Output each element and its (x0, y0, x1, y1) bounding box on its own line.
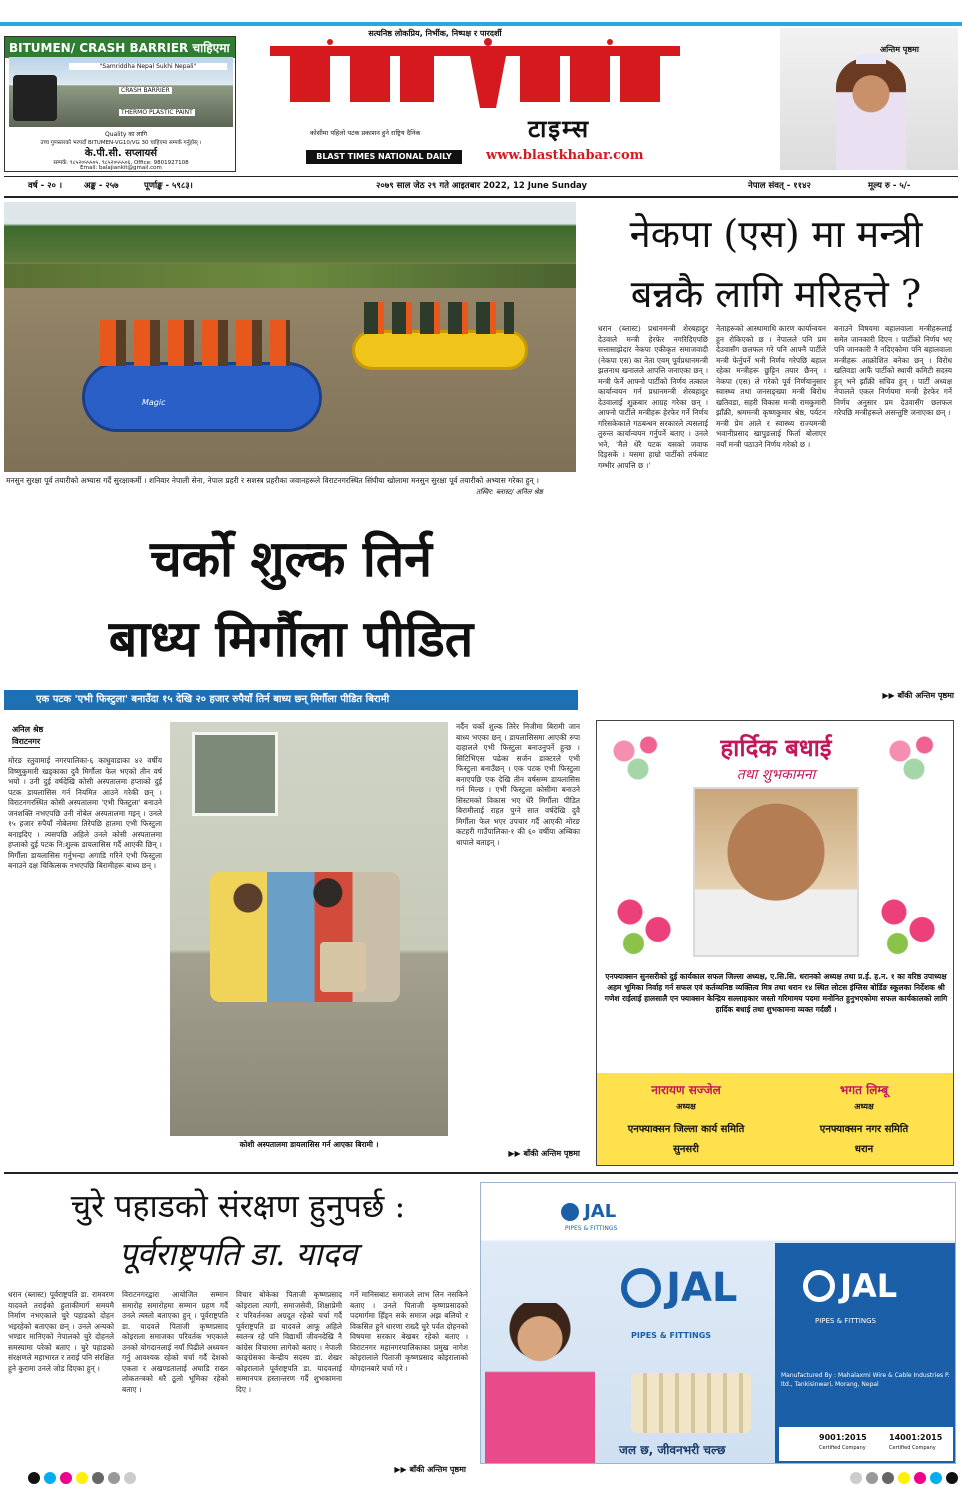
jal-blue-panel (775, 1243, 956, 1464)
bitumen-barrels (13, 75, 57, 121)
jal-logo-middle-text: JAL (666, 1265, 738, 1311)
jal-cert-box (779, 1427, 953, 1461)
jal-logo-icon (561, 1203, 579, 1221)
greeting-sign1-org1: एनफ्याक्सन जिल्ला कार्य समिति (627, 1124, 745, 1135)
nekapa-headline-1: नेकपा (एस) मा मन्त्री (629, 212, 923, 256)
bitumen-company: के.पी.सी. सप्लायर्स (84, 148, 158, 159)
chure-col1: धरान (ब्लास्ट) पूर्वराष्ट्रपति डा. रामवरण यादवले तराईको हुलाकीमार्ग समयमै निर्माण नभएकाले चुरे पहाडको दोहन भइरहेको बताएका छन् । उनले अन्यको भण्डार मानिएको नेपालको चुरे दोहनले समस्यामा परेको बताए । चुरे पहाडको संरक्षणले महाभारत र तराई पनि संरक्षित हुने कुरामा उनले जोड दिएका हुन् । (8, 1290, 114, 1373)
charko-headline-1: चर्को शुल्क तिर्न (149, 529, 433, 588)
jal-pipes (631, 1373, 751, 1433)
registration-marks-right (850, 1472, 958, 1484)
chure-col4: गर्ने मानिसबाट समाजले लाभ लिन नसकिने बताए । उनले पिताजी कृष्णप्रसादको पदमार्गमा हिँड्न सके समाज अझ बलियो र विकसित हुने धारणा राख्दै चुरे पर्वत दोहनको विषयमा सरकार बेखबर रहेको बताए । विराटनगर महानगरपालिकाका प्रमुख नागेश कोइरालाले पिताजी कृष्णप्रसाद कोइरालाको योगदानबारे चर्चा गरे । (350, 1290, 468, 1373)
jal-panel-logo-sub: PIPES & FITTINGS (815, 1317, 876, 1325)
hospital-window (192, 732, 278, 816)
rafting-photo (4, 202, 576, 472)
photo1-caption: मनसुन सुरक्षा पूर्व तयारीको अभ्यास गर्दै सुरक्षाकर्मी । शनिवार नेपाली सेना, नेपाल प्रहरी र सशस्त्र प्रहरीका जवानहरूले विराटनगरस्थित सिंघीया खोलामा मनसुन सुरक्षा पूर्व तयारीको अभ्यास गरेका हुन् । (6, 476, 539, 485)
jal-model (485, 1303, 595, 1464)
dateline (4, 178, 958, 194)
greeting-sign1-org2: सुनसरी (673, 1144, 699, 1155)
bitumen-note: उच्च गुणस्तरको भरपर्दो BITUMEN-VG10/VG 30 चाहिएमा सम्पर्क गर्नुहोस् । (40, 140, 202, 146)
photo1-credit: तस्विर: ब्लास्ट/ अनिल श्रेष्ठ (476, 488, 543, 496)
rafters-yellow (364, 302, 514, 334)
chure-headline-1: चुरे पहाडको संरक्षण हुनुपर्छ : (70, 1187, 406, 1225)
nekapa-col1: धरान (ब्लास्ट) प्रधानमन्त्री शेरबहादुर देउवाले मन्त्री हेरफेर नगरिदिएपछि सत्तासाझेदार नेकपा एकीकृत समाजवादी (नेकपा एस) का नेता एवम् पूर्वप्रधानमन्त्री झलनाथ खनालले आपत्ति जनाएका छन् । मन्त्री फेर्ने आफ्नो पार्टीको निर्णय तत्काल कार्यान्वयन गर्न प्रधानमन्त्री शेरबहादुर देउवालाई शुक्रबार आग्रह गरेका छन् । आफ्नो पार्टीले मन्त्रीहरू हेरफेर गर्ने निर्णय गरिसकेकाले गठबन्धन सरकारले त्यसलाई तुरुन्त कार्यान्वयन गर्नुपर्ने बताए । उनले भने, 'मैले धेरै पटक यसको जवाफ दिइसकें । यसमा हाम्रो पार्टीको तर्फबाट गम्भीर आपत्ति छ ।' (598, 324, 708, 470)
masthead-english-name: BLAST TIMES NATIONAL DAILY (306, 150, 462, 164)
hospital-photo-caption: कोशी अस्पतालमा डायलासिस गर्न आएका बिरामी । (239, 1140, 379, 1149)
hospital-bench-people (210, 872, 400, 1002)
greeting-portrait (693, 787, 859, 957)
section-divider (4, 1172, 958, 1174)
dateline-nepal-sambat: नेपाल संवत् - ११४२ (748, 181, 811, 191)
jal-cert1: 9001:2015 (819, 1433, 867, 1442)
jal-panel-logo-text: JAL (840, 1267, 898, 1305)
charko-subhead: एक पटक 'एभी फिस्टुला' बनाउँदा १५ देखि २० हजार रुपैयाँ तिर्न बाध्य छन् मिर्गौला पीडित बिरामी (4, 690, 578, 710)
hospital-bag (320, 942, 366, 992)
jal-logo-middle-icon (621, 1268, 661, 1308)
crown-icon (856, 54, 886, 64)
bitumen-ad-banner: "Samriddha Nepal Sukhi Nepali" (69, 63, 227, 70)
hospital-photo (170, 722, 448, 1136)
registration-marks-left (28, 1472, 136, 1484)
charko-more[interactable]: ▶▶ बाँकी अन्तिम पृष्ठमा (508, 1149, 580, 1158)
thermo-label: THERMO PLASTIC PAINT (121, 109, 193, 116)
rafters-blue (100, 320, 290, 366)
greeting-bouquet-right (873, 891, 943, 961)
logo-art (270, 38, 680, 118)
bitumen-quality: Quality का लागि (105, 131, 147, 138)
dateline-total: पूर्णाङ्क - ५९८३। (144, 181, 193, 191)
masthead-website[interactable]: www.blastkhabar.com (486, 148, 644, 163)
chure-col3: विचार बोकेका पिताजी कृष्णप्रसाद कोइराला त्यागी, समाजसेवी, शिक्षाप्रेमी र परिवर्तनका अग्रदूत रहेको चर्चा गर्दै पूर्वराष्ट्रपति डा यादवले आफू अहिले स्वतन्त्र रहे पनि विद्यार्थी जीवनदेखि नै कांग्रेस विचारमा लागेको बताए । नेपाली काङ्ग्रेसका केन्द्रीय सदस्य डा. शेखर कोइरालाले पूर्वराष्ट्रपति डा. यादवलाई सम्मानपत्र हस्तान्तरण गर्दै शुभकामना दिए । (236, 1290, 342, 1394)
nekapa-more[interactable]: ▶▶ बाँकी अन्तिम पृष्ठमा (882, 691, 954, 700)
charko-col2: नर्दैन चर्को शुल्क तिरेर निजीमा बिरामी जान बाध्य भएका छन् । डायलासिसमा आएकी रुपा दाहालले एभी फिस्टुला बनाउनुपर्ने हुन्छ । सिटिभिएस पढेका सर्जन डाक्टरले एभी फिस्टुला बनाउँछन् । एक पटक एभी फिस्टुला बनाएपछि एक देखि तीन वर्षसम्म डायलासिस गर्न मिल्छ । एभी फिस्टुला कोसीमा बनाउने सिस्टमको विकास भए धेरै मिर्गौला पीडित बिरामीलाई राहत पुग्ने सात वर्षदेखि दुवै मिर्गौला फेल भएर उपचार गर्दै आएकी मोरङ कटहरी गाउँपालिका-१ की ६० वर्षीया अम्बिका थापाले बताइन् । (456, 722, 580, 847)
crash-barrier-label: CRASH BARRIER (121, 87, 170, 94)
bitumen-ad-photo (9, 57, 233, 127)
dateline-year: वर्ष - २० । (28, 181, 63, 191)
charko-headline-2: बाध्य मिर्गौला पीडित (108, 609, 474, 668)
greeting-title: हार्दिक बधाई (720, 734, 832, 762)
greeting-sign2-org1: एनफ्याक्सन नगर समिति (819, 1124, 909, 1135)
cyan-top-bar (0, 22, 962, 26)
greeting-body: एनफ्याक्सन सुनसरीको दुई कार्यकाल सफल जिल्ला अध्यक्ष, ए.सि.सि. धरानको अध्यक्ष तथा प्र.ई. ह.न. १ का वरिष्ठ उपाध्यक्ष अहम भूमिका निर्वाह गर्न सफल एवं कर्तव्यनिष्ठ व्यक्तित्व मित्र तथा धरान १४ स्थित लोटस इंग्लिस बोर्डिङ स्कूलका निर्देशक श्री गणेश राईलाई हालसालै एन फ्याक्सन केन्द्रिय सल्लाहकार जस्तो गरिमामय पदमा मनोनित हुनुभएकोमा सफल कार्यकालको लागि हार्दिक बधाई तथा शुभकामना व्यक्त गर्दछौं । (604, 972, 948, 1014)
greeting-sign2-name: भगत लिम्बू (839, 1083, 889, 1097)
jal-manufacturer: Manufactured By : Mahalaxmi Wire & Cable Industries P. ltd., Tankisinwari, Morang, Nepal (781, 1372, 950, 1388)
jal-panel-logo (803, 1267, 933, 1313)
greeting-ad (596, 720, 954, 1166)
dateline-top-rule (4, 176, 958, 177)
greeting-sign1-role: अध्यक्ष (676, 1102, 696, 1111)
corner-person (836, 58, 906, 170)
jal-cert1-label: Certified Company (819, 1445, 866, 1451)
jal-logo-text: JAL (584, 1201, 617, 1222)
jal-logo-middle-sub: PIPES & FITTINGS (631, 1331, 712, 1340)
boat-yellow (352, 330, 528, 370)
charko-location: विराटनगर (12, 737, 41, 746)
jal-cert2-label: Certified Company (889, 1445, 936, 1451)
greeting-subtitle: तथा शुभकामना (736, 767, 816, 783)
dateline-issue: अङ्क - २५७ (84, 181, 119, 191)
chure-more[interactable]: ▶▶ बाँकी अन्तिम पृष्ठमा (394, 1465, 466, 1474)
charko-byline: अनिल श्रेष्ठ (12, 725, 44, 734)
jal-logo-top-sub: PIPES & FITTINGS (565, 1225, 618, 1232)
greeting-sign2-org2: धरान (854, 1144, 874, 1155)
nekapa-col3: बनाउने विषयमा बहालवाला मन्त्रीहरूलाई समेत जानकारी दिएन । पार्टीको निर्णय भए पनि जानकारी नै नदिएकोमा पनि बहालवाला मन्त्रीहरू आक्रोशित बनेका छन् । विरोध खतिवडा आफैं पार्टीको स्थायी कमिटी सदस्य हुन् भने झाँक्री सचिव हुन् । पार्टी अध्यक्ष नेपालले एकल निर्णयमा मन्त्री हेरफेर गर्ने निर्णय अनुसार प्रम देउवासँग छलफल गरेपछि मन्त्रीहरूले असन्तुष्टि जनाएका छन् । (834, 324, 952, 417)
jal-logo-top (561, 1201, 621, 1223)
jal-slogan: जल छ, जीवनभरी चल्छ (619, 1443, 726, 1457)
jal-cert2: 14001:2015 (889, 1433, 943, 1442)
masthead-subtitle: टाइम्स (528, 115, 591, 143)
chure-headline-2: पूर्वराष्ट्रपति डा. यादव (118, 1235, 358, 1273)
boat-blue-label: Magic (142, 398, 166, 407)
chure-col2: विराटनगरद्वारा आयोजित सम्मान समारोह समारोहमा सम्मान ग्रहण गर्दै उनले त्यस्तो बताएका हुन् । पूर्वराष्ट्रपति डा. यादवले पिताजी कृष्णप्रसाद कोइराला समाजका परिवर्तक भएकाले उनको योगदानलाई नयाँ पिढीले अध्ययन गर्नु आवश्यक रहेको चर्चा गर्दै देशको एकता र अखण्डतालाई अघाडि राख्न लोकतन्त्रको धरै ठूलो भूमिका रहेको बताए । (122, 1290, 228, 1394)
jal-ad (480, 1182, 956, 1464)
river-bank (4, 264, 576, 288)
corner-photo (780, 28, 958, 170)
greeting-sign2-role: अध्यक्ष (854, 1102, 874, 1111)
bitumen-contact: सम्पर्क: ९८५२०५५५०५, ९८५२०५५५०६, Office: 9801927108 (53, 160, 189, 166)
masthead-tagline: कोसीमा पहिलो पटक प्रकाशन हुने राष्ट्रिय दैनिक (310, 129, 421, 137)
bitumen-email: Email: balajiankit@gmail.com (80, 165, 162, 171)
bitumen-ad-title: BITUMEN/ CRASH BARRIER चाहिएमा (5, 37, 235, 58)
bitumen-ad (4, 36, 236, 172)
dateline-price: मूल्य रु - ५/- (868, 181, 911, 191)
corner-label: अन्तिम पृष्ठमा (880, 45, 919, 54)
greeting-sign1-name: नारायण सज्जेल (651, 1083, 721, 1097)
masthead-slogan: सत्यनिष्ठ लोकप्रिय, निर्भीक, निष्पक्ष र पारदर्शी (368, 29, 502, 38)
charko-col1: मोरङ रतुवामाई नगरपालिका-६ काधुवाडाका ४२ वर्षीय विष्णुकुमारी खड्काका दुवै मिर्गौला फेल भएको तीन वर्ष भयो । उनी दुई वर्षदेखि कोसी अस्पतालमा हप्ताको दुई पटक डायलासिस गर्न नियमित आउने गरेकी छन् । विराटनगरस्थित कोसी अस्पतालमा 'एभी फिस्टुला' बनाउने जनशक्ति नभएपछि उनी नोबेल अस्पतालमा गइन् । उनले १५ हजार रुपैयाँ नोबेलमा तिरेपछि हातमा एभी फिस्टुला बनाइदिए । त्यसपछि अहिले उनले कोसी अस्पतालमा हप्ताको दुई पटक नि:शुल्क डायलासिस गर्दै आएकी छिन् । मिर्गौला डायलासिस गर्नुभन्दा अगाडि गरिने एभी फिस्टुला बनाउने दक्ष चिकित्सक नभएपछि बिरामीहरू बाध्य छन् । (8, 756, 162, 870)
greeting-bouquet-left (609, 891, 679, 961)
dateline-date: २०७९ साल जेठ २९ गते आइतबार 2022, 12 June Sunday (376, 181, 588, 191)
boat-blue (82, 362, 322, 432)
jal-panel-logo-icon (803, 1270, 835, 1302)
dateline-bottom-rule (4, 196, 958, 198)
nekapa-headline-2: बन्नकै लागि मरिहत्ते ? (630, 272, 922, 316)
nekapa-col2: नेताहरूको आस्थामाथि कारण कार्यान्वयन हुन रोकिएको छ । नेपालले पनि प्रम देउवासँग छलफल गरे पनि आफ्नै पार्टीले मन्त्री फेर्नुपर्ने भनी निर्णय गरेपछि बहाल रहेका मन्त्रीहरू छुट्टिन तयार छैनन् । नेकपा (एस) ले गरेको पूर्व निर्णयानुसार स्वास्थ्य तथा जनसङ्ख्या मन्त्री बिरोध खतिवडा, सहरी विकास मन्त्री रामकुमारी झाँक्री, श्रममन्त्री कृष्णकुमार श्रेष्ठ, पर्यटन मन्त्री प्रेम आले र स्वास्थ्य राज्यमन्त्री भवानीप्रसाद खापुङलाई फिर्ता बोलाएर नयाँ मन्त्री पठाउने निर्णय गरेको छ । (716, 324, 826, 449)
jal-logo-middle (621, 1265, 771, 1327)
masthead-logo (270, 38, 680, 118)
